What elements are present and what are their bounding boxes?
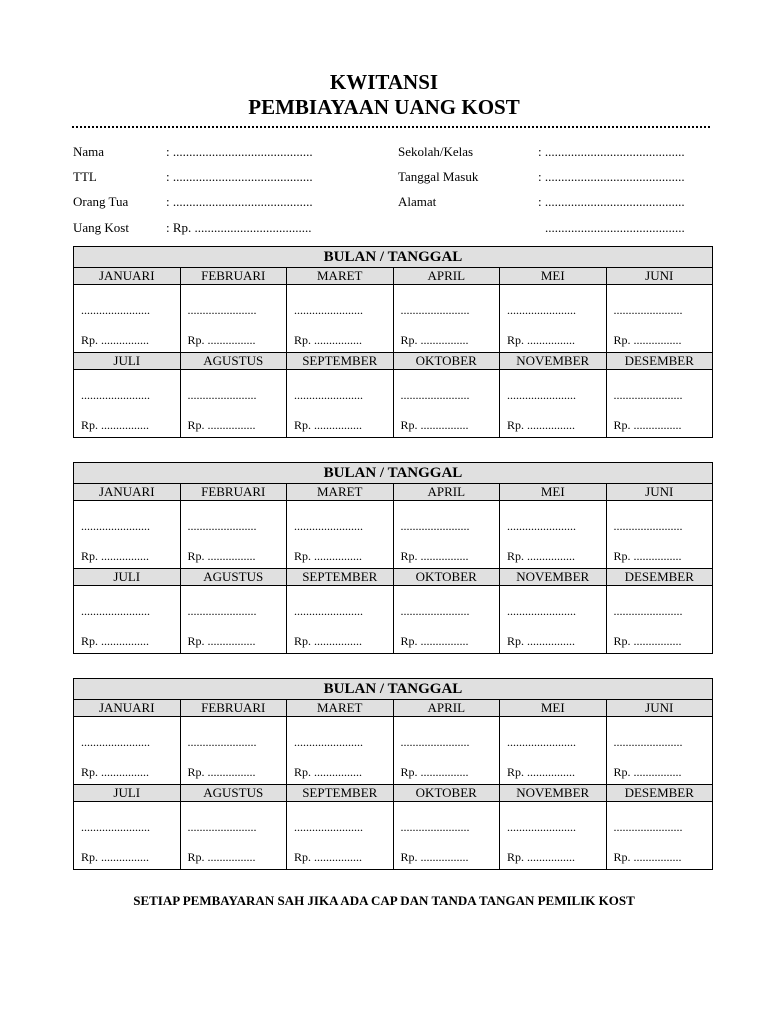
amount-field-oktober[interactable]: Rp. ................ [400, 634, 469, 648]
amount-field-juli[interactable]: Rp. ................ [81, 850, 150, 864]
date-field-juli[interactable]: ....................... [81, 604, 150, 618]
amount-field-agustus[interactable]: Rp. ................ [187, 418, 256, 432]
date-field-november[interactable]: ....................... [507, 604, 576, 618]
amount-field-mei[interactable]: Rp. ................ [507, 549, 576, 563]
payment-cell-november[interactable] [500, 586, 607, 653]
month-label-januari: JANUARI [74, 484, 181, 500]
date-field-juli[interactable]: ....................... [81, 820, 150, 834]
payment-cell-desember[interactable] [607, 802, 713, 869]
page-subtitle: PEMBIAYAAN UANG KOST [248, 95, 520, 119]
orang-tua-field[interactable]: : ........................................... [166, 194, 313, 209]
amount-field-desember[interactable]: Rp. ................ [613, 634, 682, 648]
payment-cell-januari[interactable] [74, 285, 181, 352]
payment-cell-maret[interactable] [287, 285, 394, 352]
month-header-row [74, 784, 712, 802]
month-label-januari: JANUARI [74, 700, 181, 716]
month-label-oktober: OKTOBER [394, 569, 501, 585]
payment-table [73, 462, 713, 654]
alamat-field-line2[interactable]: ........................................... [545, 220, 685, 235]
month-label-april: APRIL [394, 484, 501, 500]
payment-cell-maret[interactable] [287, 501, 394, 568]
payment-cell-november[interactable] [500, 370, 607, 437]
month-label-september: SEPTEMBER [287, 353, 394, 369]
date-field-juni[interactable]: ....................... [613, 735, 683, 749]
payment-cell-juli[interactable] [74, 370, 181, 437]
payment-entry-row [74, 370, 712, 437]
date-field-september[interactable]: ....................... [294, 820, 363, 834]
date-field-januari[interactable]: ....................... [81, 303, 150, 317]
amount-field-juni[interactable]: Rp. ................ [613, 549, 682, 563]
month-header-row [74, 484, 712, 501]
amount-field-mei[interactable]: Rp. ................ [507, 333, 576, 347]
nama-label: Nama [73, 144, 105, 159]
date-field-januari[interactable]: ....................... [81, 735, 150, 749]
month-label-desember: DESEMBER [624, 569, 694, 584]
amount-field-desember[interactable]: Rp. ................ [613, 850, 682, 864]
date-field-april[interactable]: ....................... [400, 519, 470, 533]
month-label-maret: MARET [287, 700, 394, 716]
date-field-september[interactable]: ....................... [294, 388, 363, 402]
month-label-juli: JULI [74, 785, 181, 801]
payment-cell-juli[interactable] [74, 802, 181, 869]
amount-field-juli[interactable]: Rp. ................ [81, 418, 150, 432]
payment-cell-februari[interactable] [181, 501, 288, 568]
payment-cell-juni[interactable] [607, 717, 713, 784]
payment-cell-oktober[interactable] [394, 586, 501, 653]
payment-cell-oktober[interactable] [394, 370, 501, 437]
info-row [0, 218, 768, 238]
month-label-oktober: OKTOBER [394, 785, 501, 801]
date-field-agustus[interactable]: ....................... [187, 820, 257, 834]
info-row [0, 167, 768, 187]
payment-cell-september[interactable] [287, 802, 394, 869]
amount-field-april[interactable]: Rp. ................ [400, 549, 469, 563]
payment-cell-juni[interactable] [607, 501, 713, 568]
payment-cell-desember[interactable] [607, 370, 713, 437]
payment-cell-januari[interactable] [74, 501, 181, 568]
payment-entry-row [74, 717, 712, 784]
month-label-mei: MEI [500, 700, 607, 716]
amount-field-agustus[interactable]: Rp. ................ [187, 634, 256, 648]
month-label-september: SEPTEMBER [287, 569, 394, 585]
date-field-desember[interactable]: ....................... [613, 388, 683, 402]
month-label-juli: JULI [74, 569, 181, 585]
payment-cell-mei[interactable] [500, 717, 607, 784]
payment-cell-april[interactable] [394, 285, 501, 352]
date-field-desember[interactable]: ....................... [613, 820, 683, 834]
payment-cell-mei[interactable] [500, 285, 607, 352]
payment-table [73, 678, 713, 870]
date-field-september[interactable]: ....................... [294, 604, 363, 618]
amount-field-april[interactable]: Rp. ................ [400, 765, 469, 779]
dotted-divider [72, 126, 710, 128]
ttl-field[interactable]: : ........................................... [166, 169, 313, 184]
month-header-row [74, 268, 712, 285]
amount-field-september[interactable]: Rp. ................ [294, 634, 363, 648]
info-row [0, 142, 768, 162]
amount-field-desember[interactable]: Rp. ................ [613, 418, 682, 432]
date-field-februari[interactable]: ....................... [187, 519, 257, 533]
month-label-november: NOVEMBER [500, 353, 607, 369]
amount-field-november[interactable]: Rp. ................ [507, 634, 576, 648]
month-label-desember: DESEMBER [624, 353, 694, 368]
amount-field-januari[interactable]: Rp. ................ [81, 765, 150, 779]
date-field-mei[interactable]: ....................... [507, 519, 576, 533]
orang-tua-label: Orang Tua [73, 194, 129, 209]
month-label-juli: JULI [74, 353, 181, 369]
tanggal-masuk-label: Tanggal Masuk [398, 169, 479, 184]
month-label-september: SEPTEMBER [287, 785, 394, 801]
date-field-agustus[interactable]: ....................... [187, 388, 257, 402]
table-title: BULAN / TANGGAL [74, 463, 712, 484]
month-label-agustus: AGUSTUS [181, 569, 288, 585]
amount-field-september[interactable]: Rp. ................ [294, 850, 363, 864]
month-label-mei: MEI [500, 484, 607, 500]
amount-field-februari[interactable]: Rp. ................ [187, 549, 256, 563]
month-header-row [74, 700, 712, 717]
date-field-november[interactable]: ....................... [507, 820, 576, 834]
date-field-oktober[interactable]: ....................... [400, 388, 470, 402]
payment-cell-maret[interactable] [287, 717, 394, 784]
amount-field-maret[interactable]: Rp. ................ [294, 333, 363, 347]
month-label-november: NOVEMBER [500, 569, 607, 585]
payment-cell-september[interactable] [287, 586, 394, 653]
month-label-februari: FEBRUARI [181, 484, 288, 500]
info-row [0, 192, 768, 212]
payment-cell-desember[interactable] [607, 586, 713, 653]
amount-field-februari[interactable]: Rp. ................ [187, 333, 256, 347]
amount-field-februari[interactable]: Rp. ................ [187, 765, 256, 779]
payment-cell-april[interactable] [394, 501, 501, 568]
date-field-maret[interactable]: ....................... [294, 519, 363, 533]
month-header-row [74, 568, 712, 586]
date-field-maret[interactable]: ....................... [294, 303, 363, 317]
amount-field-agustus[interactable]: Rp. ................ [187, 850, 256, 864]
month-label-januari: JANUARI [74, 268, 181, 284]
payment-cell-januari[interactable] [74, 717, 181, 784]
sekolah-kelas-label: Sekolah/Kelas [398, 144, 474, 159]
date-field-februari[interactable]: ....................... [187, 735, 257, 749]
date-field-oktober[interactable]: ....................... [400, 820, 470, 834]
date-field-april[interactable]: ....................... [400, 735, 470, 749]
month-label-april: APRIL [394, 700, 501, 716]
table-title: BULAN / TANGGAL [74, 247, 712, 268]
footer-note: SETIAP PEMBAYARAN SAH JIKA ADA CAP DAN TANDA TANGAN PEMILIK KOST [133, 893, 635, 908]
payment-cell-juni[interactable] [607, 285, 713, 352]
amount-field-maret[interactable]: Rp. ................ [294, 549, 363, 563]
payment-cell-agustus[interactable] [181, 370, 288, 437]
sekolah-kelas-field[interactable]: : ........................................... [538, 144, 685, 159]
payment-cell-mei[interactable] [500, 501, 607, 568]
payment-entry-row [74, 285, 712, 352]
payment-cell-agustus[interactable] [181, 586, 288, 653]
month-label-juni: JUNI [645, 484, 674, 499]
date-field-mei[interactable]: ....................... [507, 735, 576, 749]
date-field-november[interactable]: ....................... [507, 388, 576, 402]
date-field-mei[interactable]: ....................... [507, 303, 576, 317]
date-field-juni[interactable]: ....................... [613, 519, 683, 533]
month-label-april: APRIL [394, 268, 501, 284]
date-field-januari[interactable]: ....................... [81, 519, 150, 533]
date-field-agustus[interactable]: ....................... [187, 604, 257, 618]
month-header-row [74, 352, 712, 370]
month-label-november: NOVEMBER [500, 785, 607, 801]
amount-field-januari[interactable]: Rp. ................ [81, 549, 150, 563]
amount-field-juni[interactable]: Rp. ................ [613, 765, 682, 779]
month-label-desember: DESEMBER [624, 785, 694, 800]
uang-kost-field[interactable]: : Rp. .................................... [166, 220, 312, 235]
amount-field-juli[interactable]: Rp. ................ [81, 634, 150, 648]
amount-field-juni[interactable]: Rp. ................ [613, 333, 682, 347]
date-field-juni[interactable]: ....................... [613, 303, 683, 317]
amount-field-maret[interactable]: Rp. ................ [294, 765, 363, 779]
alamat-label: Alamat [398, 194, 437, 209]
month-label-agustus: AGUSTUS [181, 785, 288, 801]
payment-cell-september[interactable] [287, 370, 394, 437]
date-field-juli[interactable]: ....................... [81, 388, 150, 402]
date-field-desember[interactable]: ....................... [613, 604, 683, 618]
amount-field-november[interactable]: Rp. ................ [507, 418, 576, 432]
table-title: BULAN / TANGGAL [74, 679, 712, 700]
amount-field-januari[interactable]: Rp. ................ [81, 333, 150, 347]
month-label-agustus: AGUSTUS [181, 353, 288, 369]
month-label-juni: JUNI [645, 268, 674, 283]
month-label-maret: MARET [287, 268, 394, 284]
ttl-label: TTL [73, 169, 97, 184]
info-section [0, 142, 768, 242]
date-field-februari[interactable]: ....................... [187, 303, 257, 317]
nama-field[interactable]: : ........................................... [166, 144, 313, 159]
payment-cell-juli[interactable] [74, 586, 181, 653]
payment-cell-februari[interactable] [181, 717, 288, 784]
payment-cell-oktober[interactable] [394, 802, 501, 869]
payment-entry-row [74, 802, 712, 869]
month-label-februari: FEBRUARI [181, 268, 288, 284]
date-field-april[interactable]: ....................... [400, 303, 470, 317]
payment-table [73, 246, 713, 438]
page-title: KWITANSI [329, 70, 439, 94]
payment-entry-row [74, 586, 712, 653]
tanggal-masuk-field[interactable]: : ........................................... [538, 169, 685, 184]
month-label-oktober: OKTOBER [394, 353, 501, 369]
payment-entry-row [74, 501, 712, 568]
payment-cell-november[interactable] [500, 802, 607, 869]
uang-kost-label: Uang Kost [73, 220, 129, 235]
date-field-maret[interactable]: ....................... [294, 735, 363, 749]
alamat-field[interactable]: : ........................................... [538, 194, 685, 209]
date-field-oktober[interactable]: ....................... [400, 604, 470, 618]
payment-cell-februari[interactable] [181, 285, 288, 352]
payment-cell-april[interactable] [394, 717, 501, 784]
amount-field-november[interactable]: Rp. ................ [507, 850, 576, 864]
amount-field-april[interactable]: Rp. ................ [400, 333, 469, 347]
amount-field-mei[interactable]: Rp. ................ [507, 765, 576, 779]
amount-field-september[interactable]: Rp. ................ [294, 418, 363, 432]
amount-field-oktober[interactable]: Rp. ................ [400, 418, 469, 432]
amount-field-oktober[interactable]: Rp. ................ [400, 850, 469, 864]
month-label-februari: FEBRUARI [181, 700, 288, 716]
month-label-mei: MEI [500, 268, 607, 284]
month-label-juni: JUNI [645, 700, 674, 715]
month-label-maret: MARET [287, 484, 394, 500]
payment-cell-agustus[interactable] [181, 802, 288, 869]
